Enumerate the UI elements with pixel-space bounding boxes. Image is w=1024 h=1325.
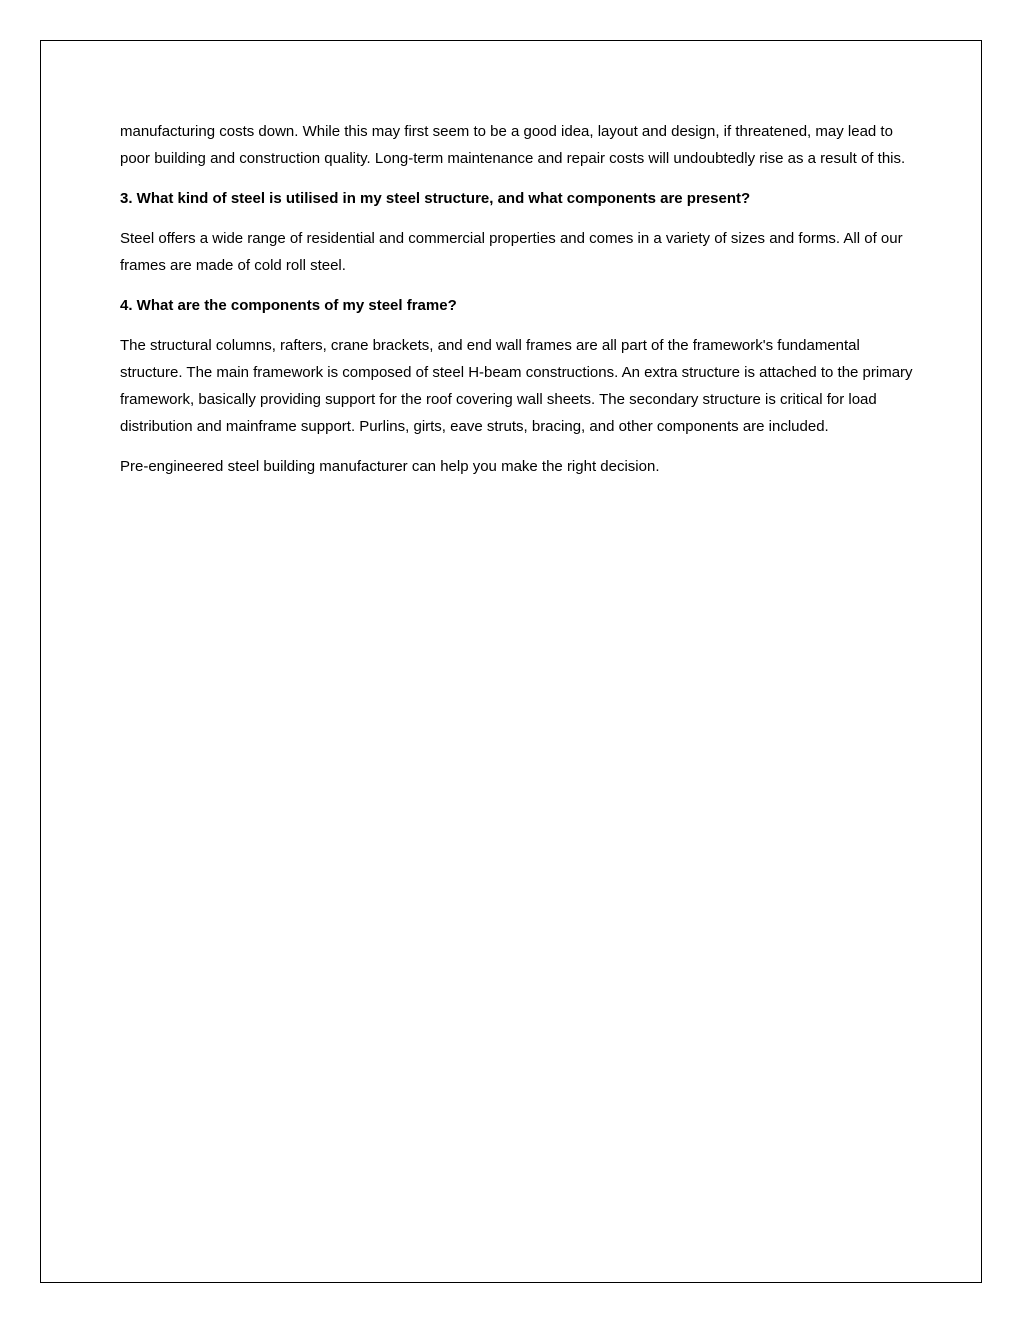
heading-steel-frame-components: 4. What are the components of my steel frame? xyxy=(120,297,457,314)
document-body xyxy=(120,118,920,493)
paragraph-steel-offers: Steel offers a wide range of residential and commercial properties and comes in a variety of sizes and forms. All of our frames are made of cold roll steel. xyxy=(120,230,903,274)
paragraph-structural-columns: The structural columns, rafters, crane brackets, and end wall frames are all part of the framework's fundamental structure. The main framework is composed of steel H-beam constructions. An extra structure is attached to the primary framework, basically providing support for the roof covering wall sheets. The secondary structure is critical for load distribution and mainframe support. Purlins, girts, eave struts, bracing, and other components are included. xyxy=(120,337,913,435)
paragraph-manufacturer-decision: Pre-engineered steel building manufacturer can help you make the right decision. xyxy=(120,458,660,475)
heading-steel-type: 3. What kind of steel is utilised in my steel structure, and what components are present? xyxy=(120,190,751,207)
paragraph-manufacturing-costs: manufacturing costs down. While this may first seem to be a good idea, layout and design, if threatened, may lead to poor building and construction quality. Long-term maintenance and repair costs will undoubtedly rise as a result of this. xyxy=(120,123,906,167)
